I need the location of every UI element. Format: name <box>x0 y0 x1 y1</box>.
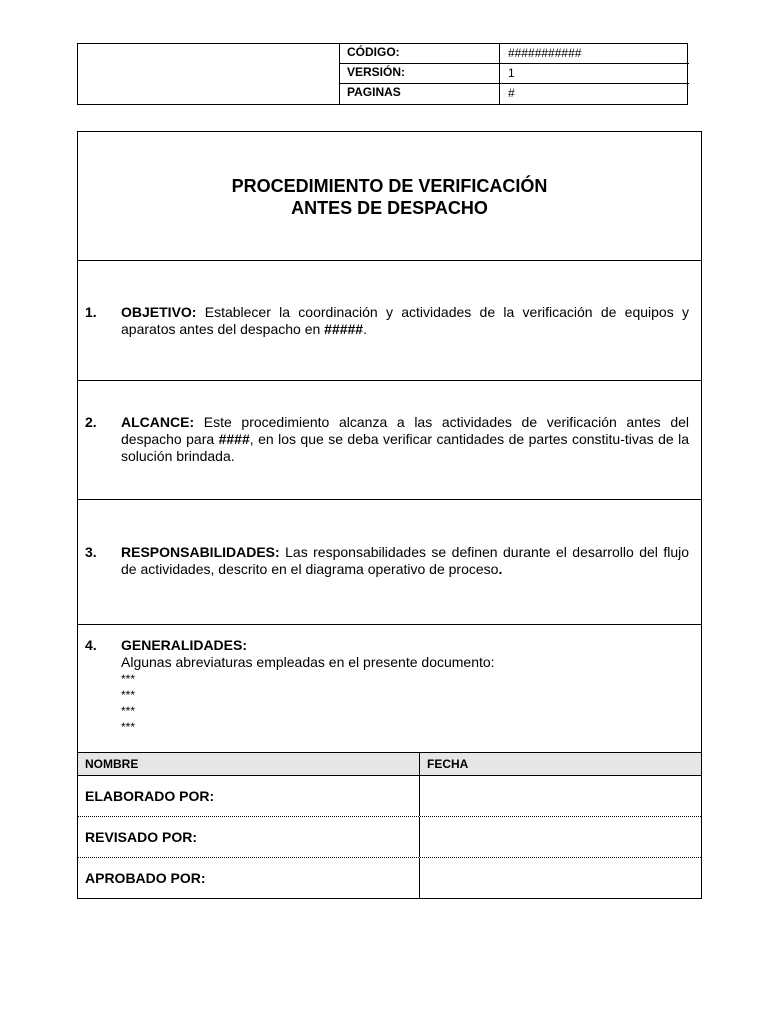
section-item <box>85 637 689 735</box>
section-body: Establecer la coordinación y actividades de la verificación de equipos y aparatos antes del despacho en <box>121 304 689 337</box>
header-label: PAGINAS <box>340 84 500 104</box>
logo-cell <box>78 44 340 104</box>
date-cell[interactable] <box>420 776 701 816</box>
section-item <box>85 304 689 338</box>
header-value: ########### <box>508 46 582 60</box>
date-cell[interactable] <box>420 858 701 899</box>
section-label: OBJETIVO: <box>121 304 197 320</box>
name-cell[interactable] <box>78 817 420 857</box>
document-title <box>78 132 701 261</box>
title-line-2: ANTES DE DESPACHO <box>291 198 488 218</box>
section-text <box>121 637 689 735</box>
title-line-1: PROCEDIMIENTO DE VERIFICACIÓN <box>231 176 548 196</box>
section-body-end: , en los que se deba verificar cantidades de partes constitu-tivas de la solución brindada. <box>121 431 689 464</box>
procedure-body <box>77 131 702 899</box>
placeholder-code: #### <box>218 431 250 447</box>
section-label: GENERALIDADES: <box>121 637 248 653</box>
name-cell[interactable] <box>78 858 420 899</box>
period-mark: . <box>498 561 503 577</box>
header-row-paginas <box>340 84 689 104</box>
section-generalidades <box>78 625 701 753</box>
section-number: 1. <box>85 304 97 320</box>
placeholder-code: ##### <box>324 321 364 337</box>
section-alcance <box>78 381 701 500</box>
date-cell[interactable] <box>420 817 701 857</box>
signature-row-aprobado <box>78 858 701 899</box>
section-label: ALCANCE: <box>121 414 195 430</box>
header-row-codigo <box>340 44 689 64</box>
section-body-end: . <box>363 321 367 337</box>
col-name-label: NOMBRE <box>85 757 139 771</box>
row-label: ELABORADO POR: <box>85 788 215 804</box>
section-text <box>121 414 689 465</box>
signature-row-elaborado <box>78 776 701 817</box>
signature-header-row <box>78 753 701 776</box>
header-value: 1 <box>508 66 515 80</box>
abbreviation-item: *** <box>121 720 136 734</box>
header-label: VERSIÓN: <box>340 64 500 83</box>
section-body: Las responsabilidades se definen durante el desarrollo del flujo de actividades, descrito en el diagrama operativo de proceso <box>121 544 689 577</box>
row-label: APROBADO POR: <box>85 870 206 886</box>
section-number: 4. <box>85 637 97 653</box>
section-item <box>85 414 689 465</box>
section-label: RESPONSABILIDADES: <box>121 544 280 560</box>
section-objetivo <box>78 261 701 381</box>
document-header-table <box>77 43 688 105</box>
section-number: 3. <box>85 544 97 560</box>
section-number: 2. <box>85 414 97 430</box>
section-body: Este procedimiento alcanza a las actividades de verificación antes del despacho para <box>121 414 689 447</box>
section-text <box>121 544 689 578</box>
header-value: # <box>508 86 515 100</box>
section-text <box>121 304 689 338</box>
section-intro: Algunas abreviaturas empleadas en el presente documento: <box>121 654 495 670</box>
name-cell[interactable] <box>78 776 420 816</box>
header-label: CÓDIGO: <box>340 44 500 63</box>
row-label: REVISADO POR: <box>85 829 198 845</box>
signature-row-revisado <box>78 817 701 858</box>
abbreviation-item: *** <box>121 688 136 702</box>
abbreviation-item: *** <box>121 672 136 686</box>
col-date-label: FECHA <box>427 757 469 771</box>
section-responsabilidades <box>78 500 701 625</box>
header-row-version <box>340 64 689 84</box>
col-date-header <box>420 753 701 775</box>
section-item <box>85 544 689 578</box>
abbreviation-item: *** <box>121 704 136 718</box>
col-name-header <box>78 753 420 775</box>
